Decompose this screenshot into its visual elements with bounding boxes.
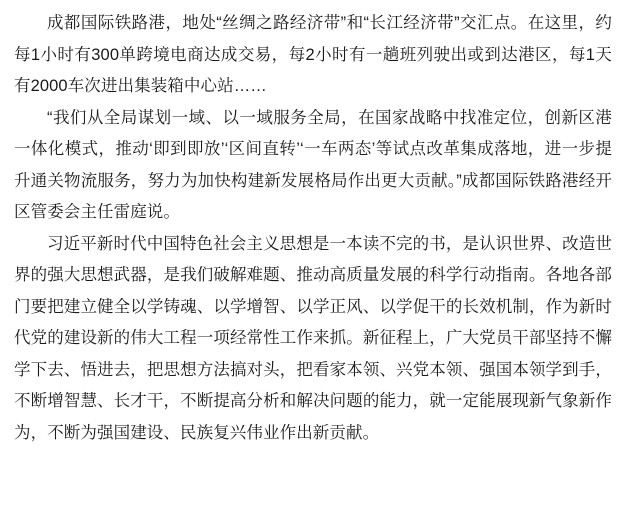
body-paragraph-2: “我们从全局谋划一域、以一域服务全局，在国家战略中找准定位，创新区港一体化模式，推动‘即到即放’‘区间直转’‘一车两态’等试点改革集成落地，进一步提升通关物流服务，努力为加快构建新发展格局作出更大贡献。”成都国际铁路港经开区管委会主任雷庭说。 — [14, 108, 612, 221]
body-paragraph-3: 习近平新时代中国特色社会主义思想是一本读不完的书，是认识世界、改造世界的强大思想武器，是我们破解难题、推动高质量发展的科学行动指南。各地各部门要把建立健全以学铸魂、以学增智、以学正风、以学促干的长效机制，作为新时代党的建设新的伟大工程一项经常性工作来抓。新征程上，广大党员干部坚持不懈学下去、悟进去，把思想方法搞对头，把看家本领、兴党本领、强国本领学到手，不断增智慧、长才干，不断提高分析和解决问题的能力，就一定能展现新气象新作为，不断为强国建设、民族复兴伟业作出新贡献。 — [14, 234, 612, 442]
body-paragraph-1: 成都国际铁路港，地处“丝绸之路经济带”和“长江经济带”交汇点。在这里，约每1小时有300单跨境电商达成交易，每2小时有一趟班列驶出或到达港区，每1天有2000车次进出集装箱中心站…… — [14, 14, 612, 95]
